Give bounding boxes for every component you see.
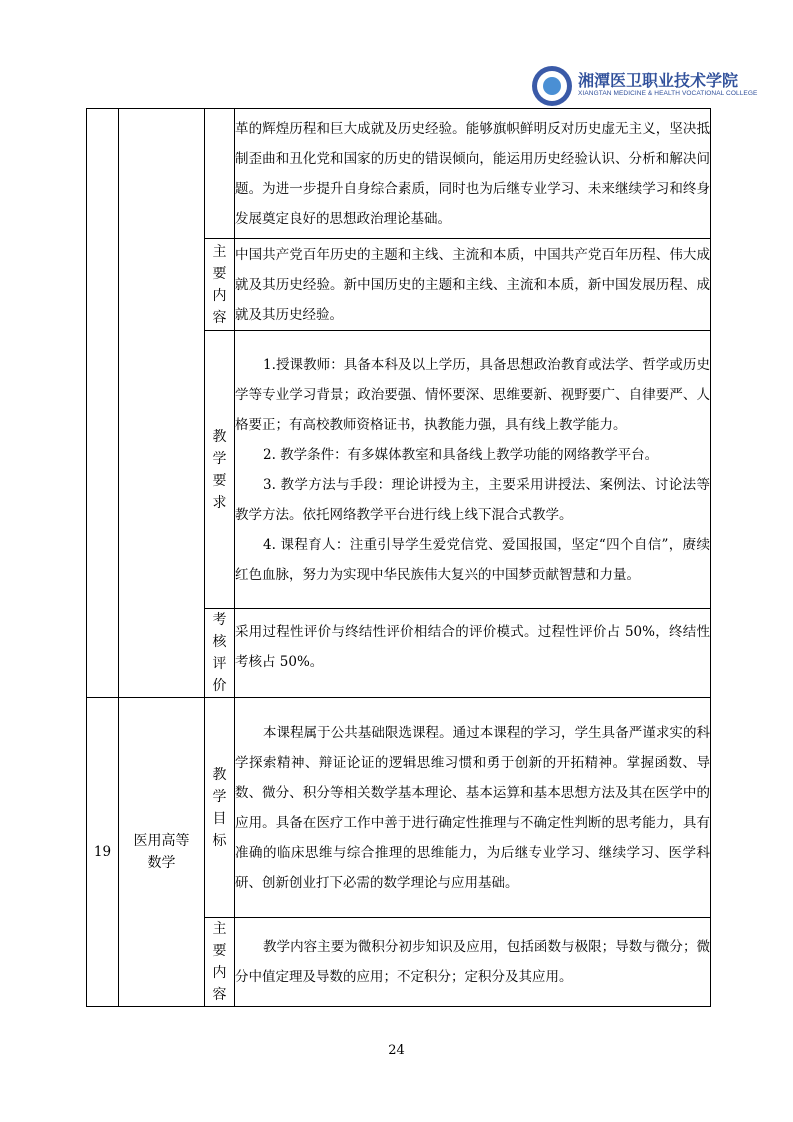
label-cell: 教学要求 [205,331,235,609]
content-text: 教学内容主要为微积分初步知识及应用，包括函数与极限；导数与微分；微分中值定理及导数的应用；不定积分；定积分及其应用。 [235,918,711,1007]
label-cell: 教学目标 [205,698,235,918]
label-cell [205,109,235,239]
table-row [87,698,711,918]
label-cell: 主要内容 [205,918,235,1007]
requirements-text: 1.授课教师：具备本科及以上学历，具备思想政治教育或法学、哲学或历史学等专业学习背景；政治要强、情怀要深、思维要新、视野要广、自律要严、人格要正；有高校教师资格证书，执教能力强，具有线上教学能力。 2. 教学条件：有多媒体教室和具备线上教学功能的网络教学平台。 3. 教学方法与手段：理论讲授为主，主要采用讲授法、案例法、讨论法等教学方法。依托网络教学平台进行线上线下混合式教学。 4. 课程育人：注重引导学生爱党信党、爱国报国，坚定“四个自信”，赓续红色血脉，努力为实现中华民族伟大复兴的中国梦贡献智慧和力量。 [235,331,711,609]
objective-text: 本课程属于公共基础限选课程。通过本课程的学习，学生具备严谨求实的科学探索精神、辩证论证的逻辑思维习惯和勇于创新的开拓精神。掌握函数、导数、微分、积分等相关数学基本理论、基本运算和基本思想方法及其在医学中的应用。具备在医疗工作中善于进行确定性推理与不确定性判断的思考能力，具有准确的临床思维与综合推理的思维能力，为后继专业学习、继续学习、医学科研、创新创业打下必需的数学理论与应用基础。 [235,698,711,918]
page-number: 24 [388,1043,405,1058]
course-name-cell: 医用高等数学 [119,698,205,1007]
objective-cont-text: 革的辉煌历程和巨大成就及历史经验。能够旗帜鲜明反对历史虚无主义，坚决抵制歪曲和丑化党和国家的历史的错误倾向，能运用历史经验认识、分析和解决问题。为进一步提升自身综合素质，同时也为后继专业学习、未来继续学习和终身发展奠定良好的思想政治理论基础。 [235,109,711,239]
course-table [86,108,711,1007]
course-name-cell [119,109,205,698]
college-emblem-icon [532,66,572,106]
college-name-cn: 湘潭医卫职业技术学院 [578,71,739,90]
content-text: 中国共产党百年历史的主题和主线、主流和本质，中国共产党百年历程、伟大成就及其历史经验。新中国历史的主题和主线、主流和本质，新中国发展历程、成就及其历史经验。 [235,239,711,331]
course-index-cell [87,109,119,698]
label-cell: 考核评价 [205,609,235,698]
table-row [87,109,711,239]
assessment-text: 采用过程性评价与终结性评价相结合的评价模式。过程性评价占 50%，终结性考核占 50%。 [235,609,711,698]
college-logo [518,64,758,108]
page-header [0,0,793,108]
label-cell: 主要内容 [205,239,235,331]
course-index-cell: 19 [87,698,119,1007]
college-name-en: XIANGTAN MEDICINE & HEALTH VOCATIONAL COLLEGE [578,90,758,97]
